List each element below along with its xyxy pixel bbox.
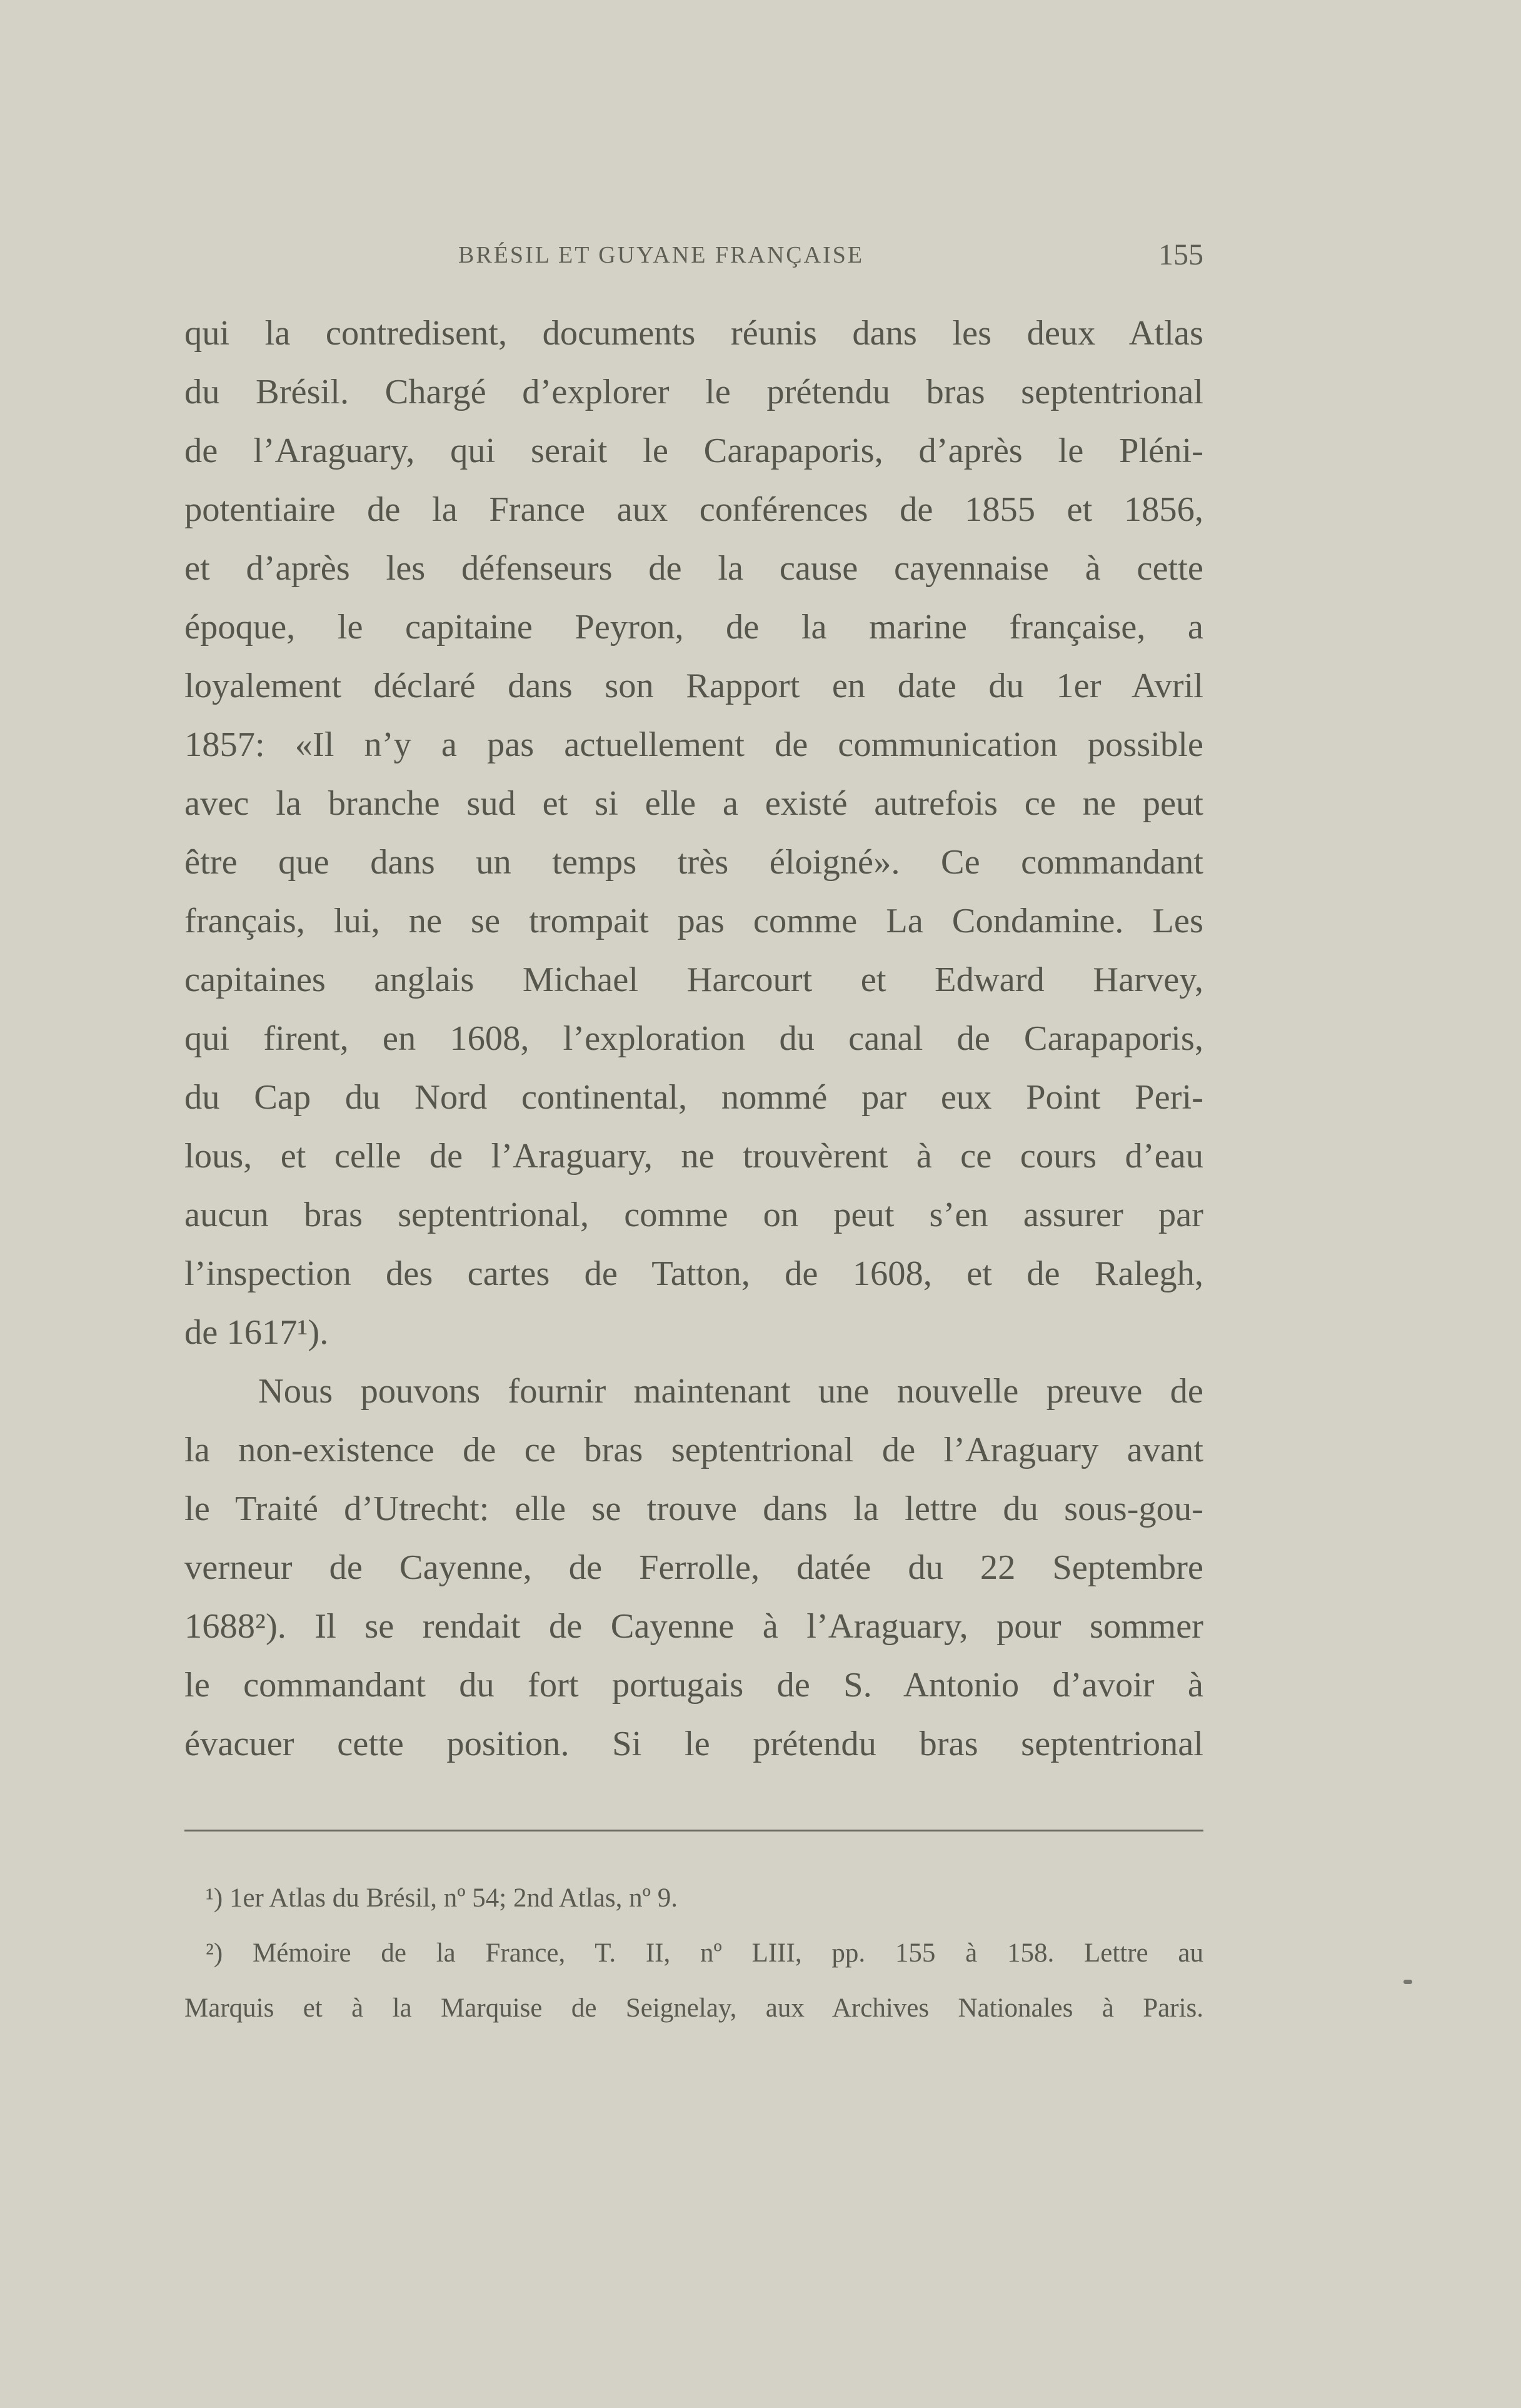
text-line: du Cap du Nord continental, nommé par eux Point Peri-: [184, 1078, 1203, 1117]
footnote-line: ²) Mémoire de la France, T. II, nº LIII, pp. 155 à 158. Lettre au: [206, 1938, 1203, 1968]
text-line: la non-existence de ce bras septentrional de l’Araguary avant: [184, 1431, 1203, 1469]
text-line: le Traité d’Utrecht: elle se trouve dans la lettre du sous-gou-: [184, 1489, 1203, 1528]
body-text: [184, 304, 1203, 1773]
text-line: évacuer cette position. Si le prétendu bras septentrional: [184, 1725, 1203, 1763]
text-line: être que dans un temps très éloigné». Ce commandant: [184, 843, 1203, 882]
text-line: potentiaire de la France aux conférences de 1855 et 1856,: [184, 490, 1203, 529]
text-line: capitaines anglais Michael Harcourt et Edward Harvey,: [184, 960, 1203, 999]
text-line: de l’Araguary, qui serait le Carapaporis, d’après le Pléni-: [184, 431, 1203, 470]
text-line: le commandant du fort portugais de S. Antonio d’avoir à: [184, 1666, 1203, 1705]
footnote-line: Marquis et à la Marquise de Seignelay, aux Archives Nationales à Paris.: [184, 1993, 1203, 2023]
text-line: verneur de Cayenne, de Ferrolle, datée du 22 Septembre: [184, 1548, 1203, 1587]
text-line: de 1617¹).: [184, 1313, 329, 1352]
text-line: Nous pouvons fournir maintenant une nouvelle preuve de: [258, 1372, 1203, 1411]
footnotes: [184, 1871, 1203, 2036]
text-line: avec la branche sud et si elle a existé autrefois ce ne peut: [184, 784, 1203, 823]
text-line: aucun bras septentrional, comme on peut s’en assurer par: [184, 1196, 1203, 1234]
text-line: époque, le capitaine Peyron, de la marine française, a: [184, 608, 1203, 647]
text-line: et d’après les défenseurs de la cause cayennaise à cette: [184, 549, 1203, 588]
running-title: BRÉSIL ET GUYANE FRANÇAISE: [458, 242, 865, 268]
margin-mark: [1403, 1980, 1412, 1984]
footnote-divider: [184, 1830, 1203, 1831]
text-line: français, lui, ne se trompait pas comme La Condamine. Les: [184, 902, 1203, 940]
text-line: qui la contredisent, documents réunis dans les deux Atlas: [184, 314, 1203, 353]
text-line: loyalement déclaré dans son Rapport en date du 1er Avril: [184, 667, 1203, 705]
footnote-line: ¹) 1er Atlas du Brésil, nº 54; 2nd Atlas, nº 9.: [206, 1883, 678, 1913]
text-line: l’inspection des cartes de Tatton, de 1608, et de Ralegh,: [184, 1254, 1203, 1293]
text-line: 1688²). Il se rendait de Cayenne à l’Araguary, pour sommer: [184, 1607, 1203, 1646]
page-header: [184, 233, 1203, 283]
text-line: du Brésil. Chargé d’explorer le prétendu bras septentrional: [184, 373, 1203, 411]
text-line: lous, et celle de l’Araguary, ne trouvèrent à ce cours d’eau: [184, 1137, 1203, 1176]
text-line: qui firent, en 1608, l’exploration du canal de Carapaporis,: [184, 1019, 1203, 1058]
text-line: 1857: «Il n’y a pas actuellement de communication possible: [184, 725, 1203, 764]
page-number: 155: [1158, 238, 1203, 271]
